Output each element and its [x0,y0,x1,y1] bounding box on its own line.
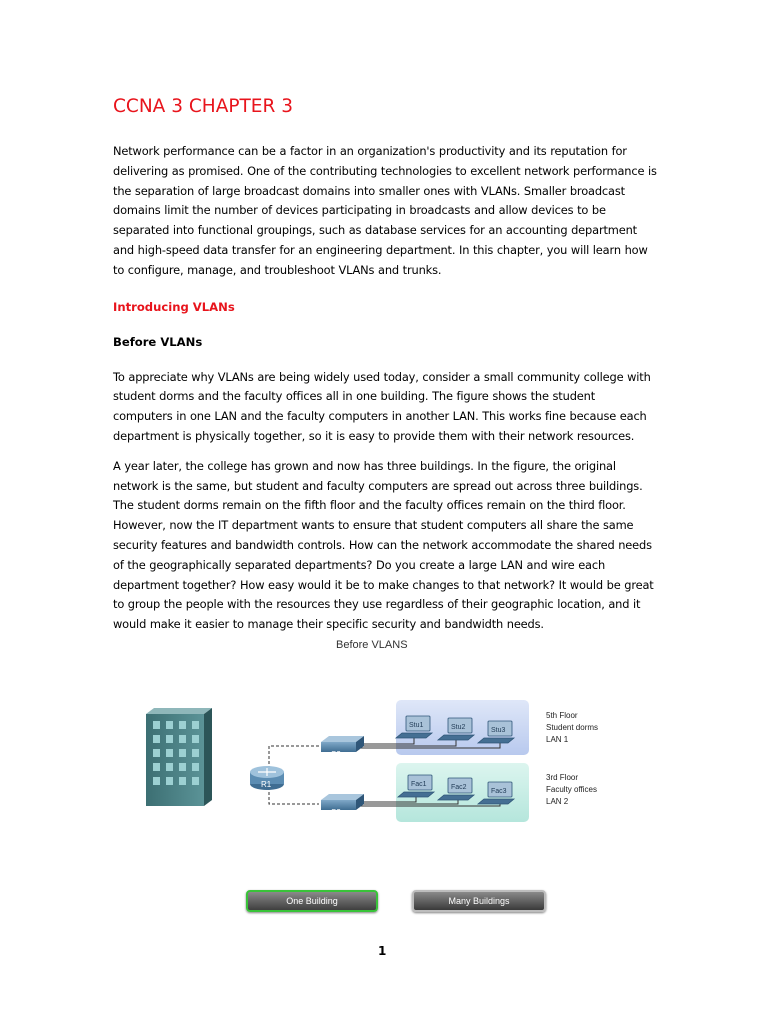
document-body [113,96,658,645]
network-figure [126,632,646,917]
chapter-title: CCNA 3 CHAPTER 3 [113,96,293,117]
switch-s2-label: S2 [331,750,341,759]
pc-label: Fac1 [411,781,427,788]
many-buildings-button[interactable]: Many Buildings [412,890,546,912]
lan1-line-1: 5th Floor [546,711,578,720]
one-building-button[interactable]: One Building [246,890,378,912]
router-label: R1 [261,780,272,789]
switch-s3-icon [321,794,364,810]
switch-s3-label: S3 [331,808,341,817]
figure-title: Before VLANS [336,639,408,651]
paragraph-2: To appreciate why VLANs are being widely used today, consider a small community college with student dorms and the faculty offices all in one building. The figure shows the student computers in one LAN and the faculty computers in another LAN. This works fine because each department is physically together, so it is easy to provide them with their network resources. [113,369,651,443]
pc-label: Stu2 [451,724,466,731]
paragraph-3: A year later, the college has grown and now has three buildings. In the figure, the original network is the same, but student and faculty computers are spread out across three buildings. The student dorms remain on the fifth floor and the faculty offices remain on the third floor. However, now the IT department wants to ensure that student computers all share the same security features and bandwidth controls. How can the network accommodate the shared needs of the geographically separated departments? Do you create a large LAN and wire each department together? How easy would it be to make changes to that network? It would be great to group the people with the resources they use regardless of their geographic location, and it would make it easier to manage their specific security and bandwidth needs. [113,458,654,632]
page-number: 1 [378,944,387,958]
network-diagram [126,632,646,917]
lan2-line-1: 3rd Floor [546,773,579,782]
subsection-heading: Before VLANs [113,334,203,349]
switch-s2-icon [321,736,364,752]
lan1-line-3: LAN 1 [546,735,569,744]
pc-label: Fac2 [451,784,467,791]
lan2-line-2: Faculty offices [546,785,597,794]
pc-label: Stu1 [409,722,424,729]
building-icon [146,708,212,806]
intro-paragraph: Network performance can be a factor in an organization's productivity and its reputation for delivering as promised. One of the contributing technologies to excellent network performance is the separation of large broadcast domains into smaller ones with VLANs. Smaller broadcast domains limit the number of devices participating in broadcasts and allow devices to be separated into functional groupings, such as database services for an accounting department and high-speed data transfer for an engineering department. In this chapter, you will learn how to configure, manage, and troubleshoot VLANs and trunks. [113,144,657,277]
lan1-line-2: Student dorms [546,723,599,732]
pc-label: Stu3 [491,727,506,734]
section-heading: Introducing VLANs [113,299,235,314]
pc-label: Fac3 [491,788,507,795]
lan2-line-3: LAN 2 [546,797,569,806]
